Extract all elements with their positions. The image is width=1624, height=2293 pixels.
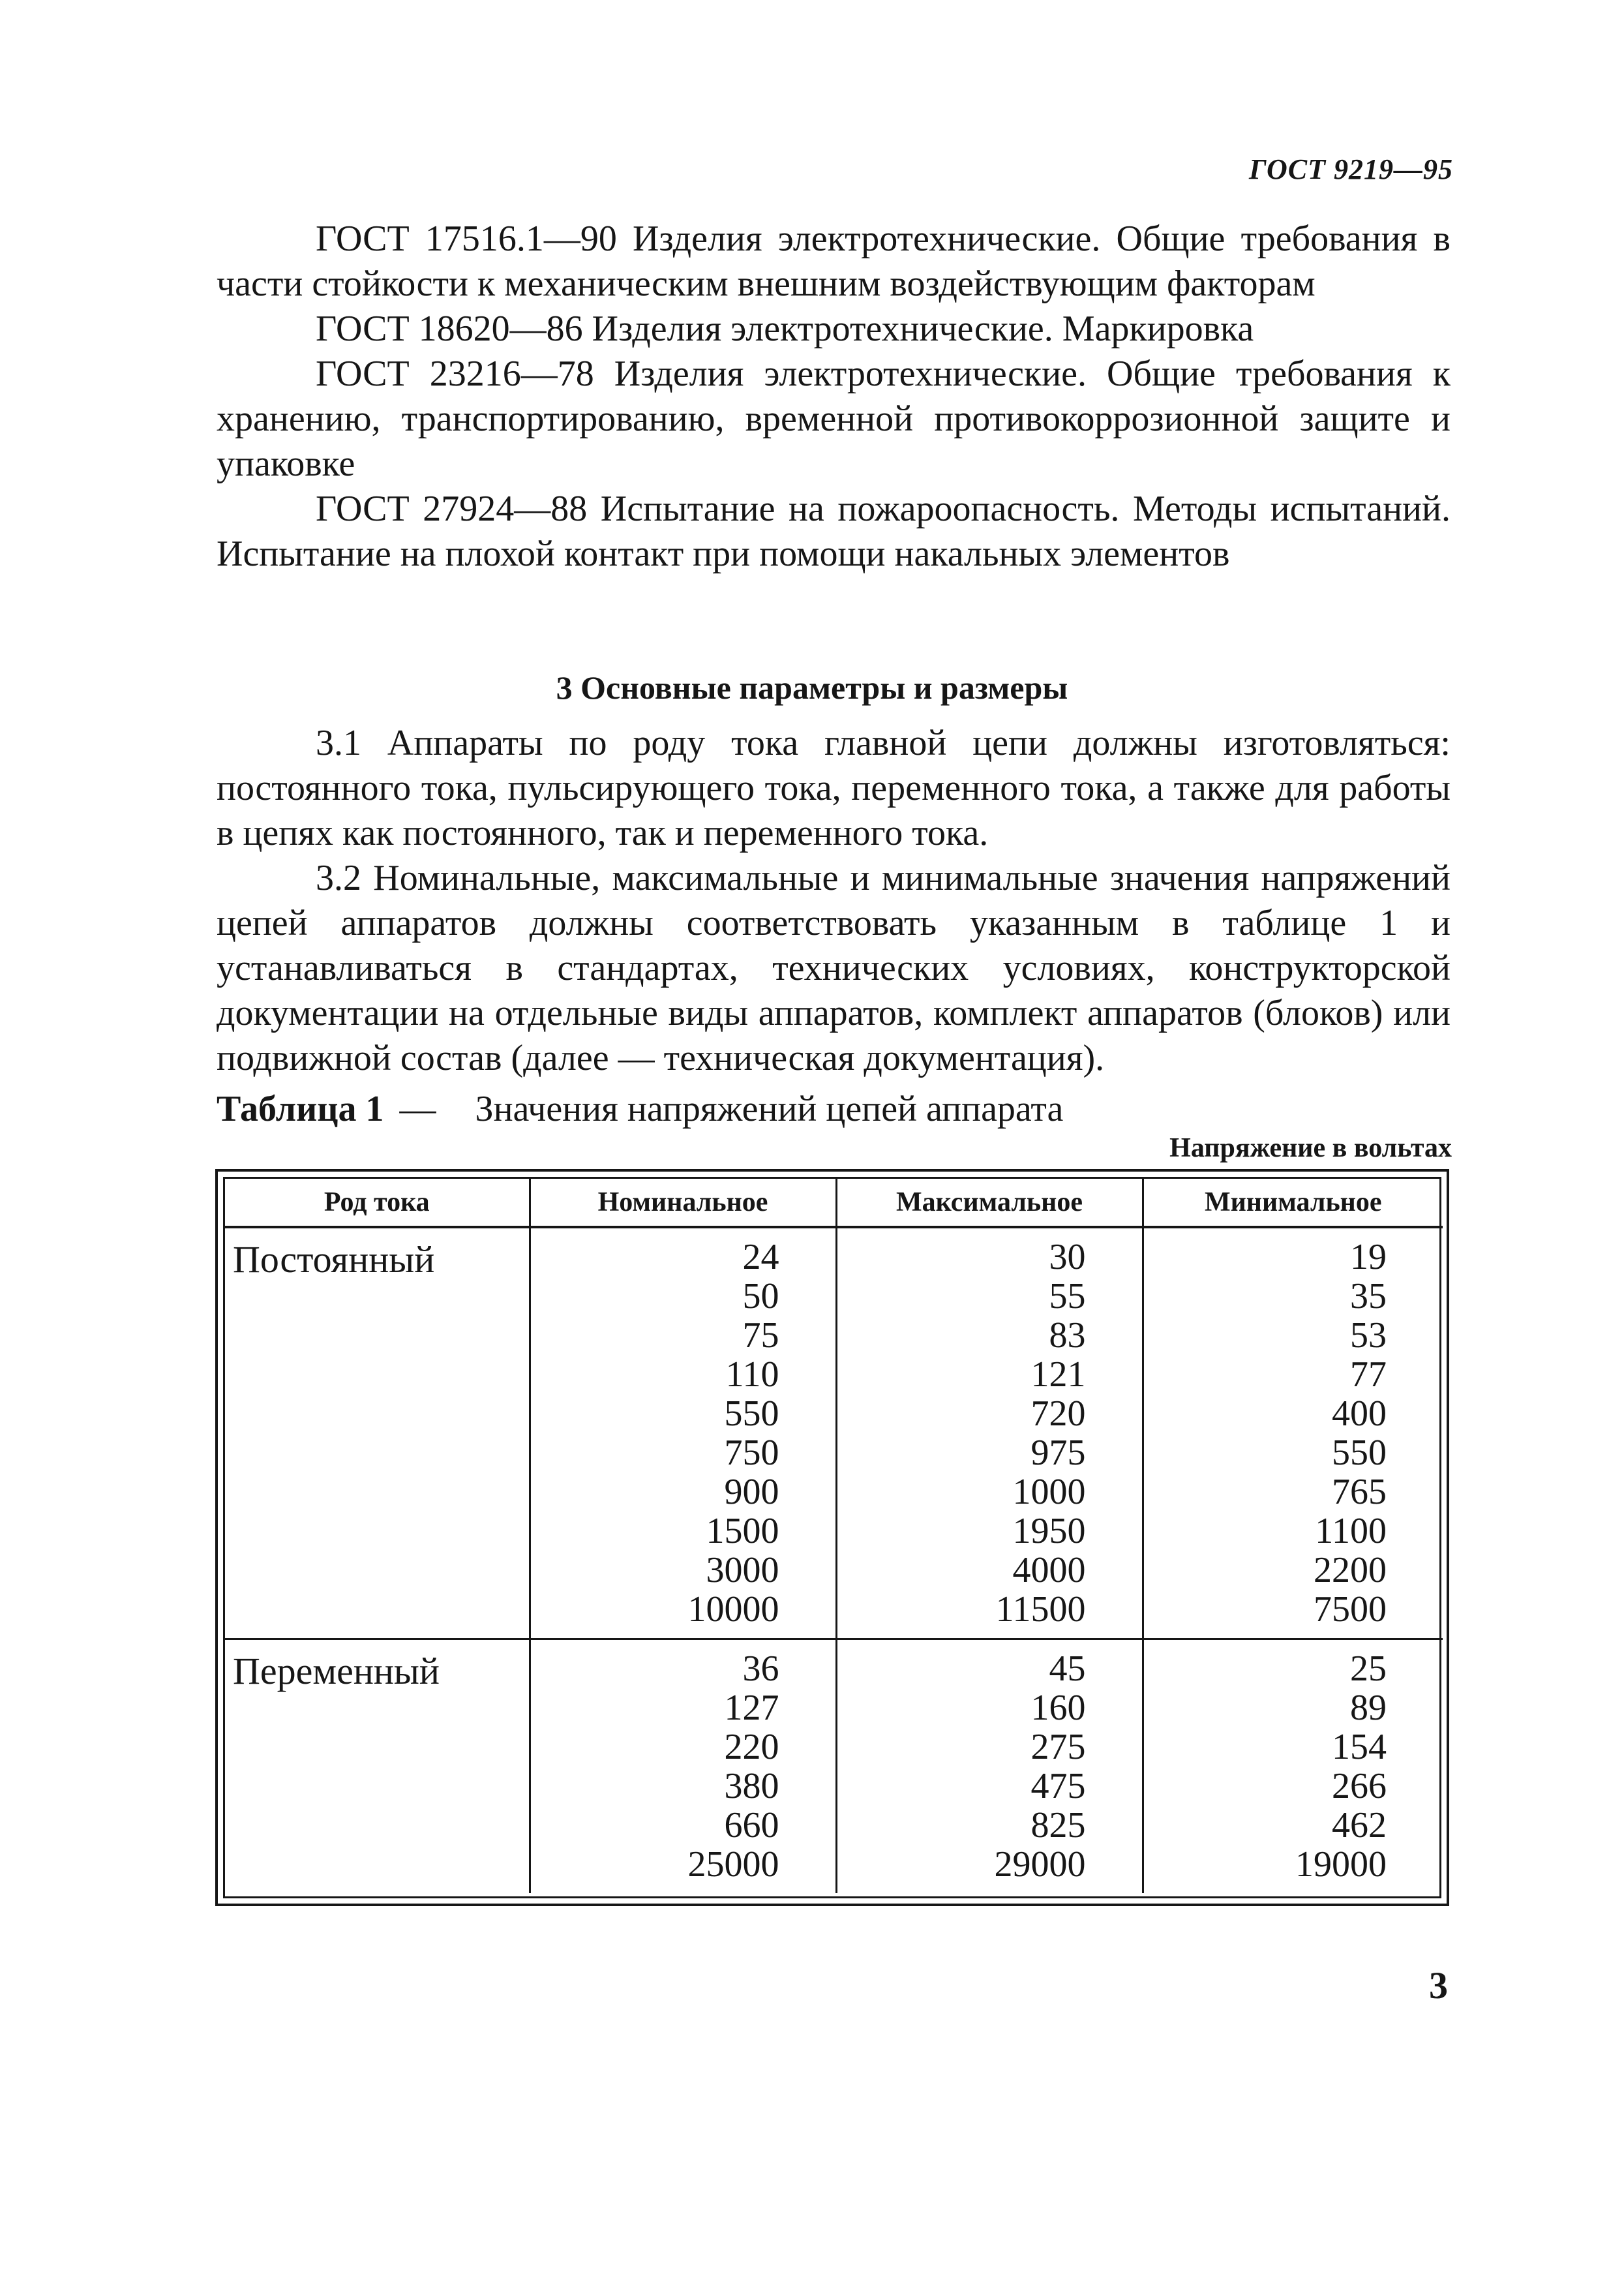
nominal-value: 550 (724, 1393, 779, 1434)
reference-item: ГОСТ 23216—78 Изделия электротехнические. Общие требования к хранению, транспортированию, временной противокоррозионной защите и упаковке (217, 354, 1451, 484)
spacer-cell (836, 1629, 1143, 1639)
nominal-value: 127 (724, 1688, 779, 1728)
nominal-value: 900 (724, 1472, 779, 1512)
maximum-value: 11500 (995, 1589, 1086, 1630)
nominal-values-cell (530, 1227, 836, 1629)
maximum-value: 275 (1030, 1727, 1086, 1767)
minimum-value: 266 (1332, 1766, 1387, 1806)
maximum-values-cell (836, 1639, 1143, 1885)
current-type-cell: Переменный (225, 1639, 530, 1885)
nominal-value: 10000 (687, 1589, 779, 1630)
minimum-value: 77 (1350, 1354, 1387, 1395)
table-body (225, 1227, 1443, 1893)
voltage-table-frame (215, 1169, 1449, 1906)
minimum-value: 550 (1332, 1433, 1387, 1473)
nominal-value: 750 (724, 1433, 779, 1473)
table-group-row (225, 1227, 1443, 1629)
table-caption (217, 1088, 1063, 1130)
maximum-value: 975 (1030, 1433, 1086, 1473)
maximum-value: 45 (1049, 1648, 1086, 1689)
nominal-value: 3000 (706, 1550, 779, 1590)
maximum-value: 30 (1049, 1237, 1086, 1277)
spacer-cell (225, 1629, 530, 1639)
nominal-value: 25000 (687, 1844, 779, 1885)
maximum-value: 720 (1030, 1393, 1086, 1434)
spacer-cell (530, 1629, 836, 1639)
section-body (217, 721, 1451, 1081)
table-group-row (225, 1639, 1443, 1885)
paragraph: 3.1 Аппараты по роду тока главной цепи должны изготовляться: постоянного тока, пульсирующего тока, переменного тока, а также для работы в цепях как постоянного, так и переменного тока. (217, 723, 1451, 853)
maximum-value: 29000 (994, 1844, 1086, 1885)
minimum-value: 89 (1350, 1688, 1387, 1728)
maximum-value: 160 (1030, 1688, 1086, 1728)
header-minimum: Минимальное (1143, 1179, 1443, 1227)
nominal-value: 75 (742, 1315, 779, 1356)
maximum-values-cell (836, 1227, 1143, 1629)
minimum-values-cell (1143, 1639, 1443, 1885)
maximum-value: 475 (1030, 1766, 1086, 1806)
maximum-value: 825 (1030, 1805, 1086, 1845)
document-code-header: ГОСТ 9219—95 (1249, 153, 1453, 185)
nominal-value: 110 (725, 1354, 779, 1395)
table-caption-dash: — (399, 1089, 436, 1129)
spacer-cell (1143, 1884, 1443, 1893)
normative-references (217, 217, 1451, 577)
maximum-value: 1000 (1012, 1472, 1086, 1512)
maximum-value: 1950 (1012, 1511, 1086, 1551)
nominal-values-cell (530, 1639, 836, 1885)
reference-item: ГОСТ 18620—86 Изделия электротехнические. Маркировка (316, 309, 1254, 349)
paragraph: 3.2 Номинальные, максимальные и минимальные значения напряжений цепей аппаратов должны соответствовать указанным в таблице 1 и устанавливаться в стандартах, технических условиях, конструкторской документации на отдельные виды аппаратов, комплект аппаратов (блоков) или подвижной состав (далее — техническая документация). (217, 858, 1451, 1078)
table-spacer-row (225, 1629, 1443, 1639)
minimum-value: 19 (1350, 1237, 1387, 1277)
spacer-cell (836, 1884, 1143, 1893)
reference-item: ГОСТ 17516.1—90 Изделия электротехнические. Общие требования в части стойкости к механическим внешним воздействующим факторам (217, 219, 1451, 304)
maximum-value: 121 (1030, 1354, 1086, 1395)
spacer-cell (225, 1884, 530, 1893)
header-current-type: Род тока (225, 1179, 530, 1227)
section-title: 3 Основные параметры и размеры (556, 669, 1068, 706)
header-nominal: Номинальное (530, 1179, 836, 1227)
page-number: 3 (1429, 1964, 1448, 2007)
minimum-value: 154 (1332, 1727, 1387, 1767)
minimum-value: 400 (1332, 1393, 1387, 1434)
nominal-value: 380 (724, 1766, 779, 1806)
minimum-value: 35 (1350, 1276, 1387, 1316)
minimum-value: 19000 (1295, 1844, 1387, 1885)
maximum-value: 55 (1049, 1276, 1086, 1316)
nominal-value: 50 (742, 1276, 779, 1316)
minimum-value: 1100 (1315, 1511, 1387, 1551)
table-header-row (225, 1179, 1443, 1227)
header-maximum: Максимальное (836, 1179, 1143, 1227)
spacer-cell (1143, 1629, 1443, 1639)
voltage-table (225, 1179, 1443, 1893)
table-caption-title: Значения напряжений цепей аппарата (475, 1089, 1064, 1129)
nominal-value: 36 (742, 1648, 779, 1689)
nominal-value: 660 (724, 1805, 779, 1845)
spacer-cell (530, 1884, 836, 1893)
current-type-cell: Постоянный (225, 1227, 530, 1629)
minimum-value: 2200 (1314, 1550, 1387, 1590)
minimum-value: 53 (1350, 1315, 1387, 1356)
table-units-note: Напряжение в вольтах (1169, 1133, 1452, 1163)
voltage-table-inner-frame (223, 1177, 1441, 1898)
reference-item: ГОСТ 27924—88 Испытание на пожароопасность. Методы испытаний. Испытание на плохой контакт при помощи накальных элементов (217, 489, 1451, 574)
nominal-value: 1500 (706, 1511, 779, 1551)
minimum-value: 25 (1350, 1648, 1387, 1689)
minimum-values-cell (1143, 1227, 1443, 1629)
maximum-value: 83 (1049, 1315, 1086, 1356)
nominal-value: 220 (724, 1727, 779, 1767)
nominal-value: 24 (742, 1237, 779, 1277)
maximum-value: 4000 (1012, 1550, 1086, 1590)
minimum-value: 7500 (1314, 1589, 1387, 1630)
minimum-value: 462 (1332, 1805, 1387, 1845)
minimum-value: 765 (1332, 1472, 1387, 1512)
table-caption-label: Таблица 1 (217, 1089, 384, 1129)
table-spacer-row (225, 1884, 1443, 1893)
